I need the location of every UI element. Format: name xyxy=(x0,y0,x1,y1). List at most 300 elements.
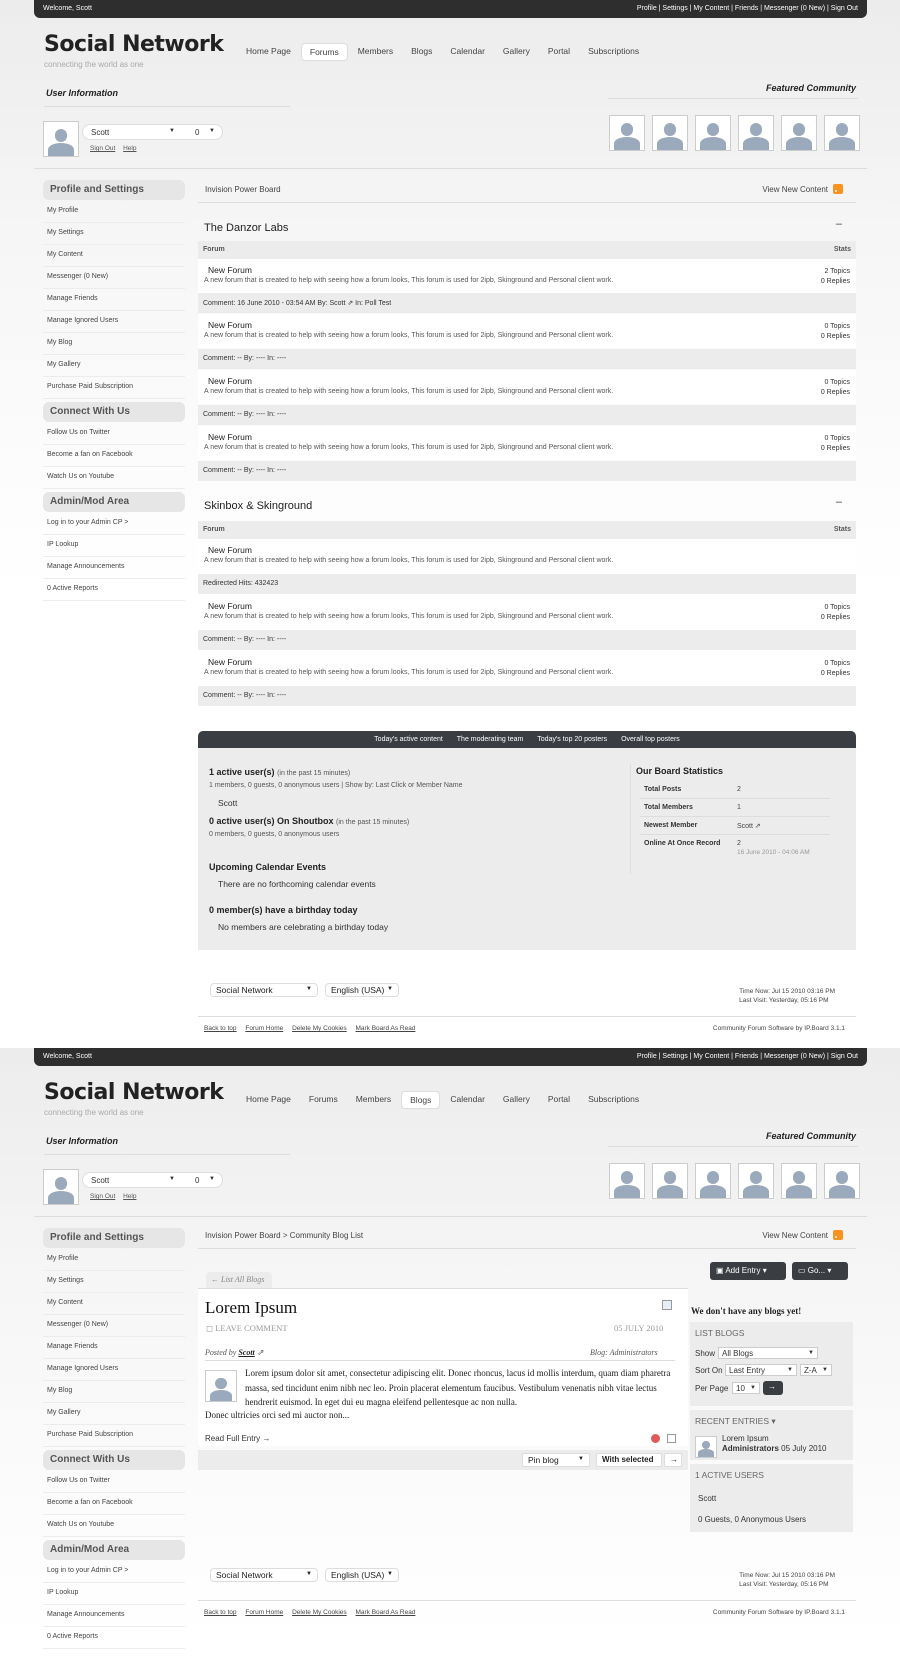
blogs-page xyxy=(0,1048,900,1669)
forum-name[interactable]: New Forum xyxy=(208,376,252,386)
nav-calendar[interactable]: Calendar xyxy=(450,46,485,56)
read-full-entry-link[interactable]: Read Full Entry → xyxy=(205,1434,271,1443)
recent-entry-blog[interactable]: Administrators xyxy=(722,1444,779,1453)
forum-row[interactable] xyxy=(198,426,856,460)
forum-name[interactable]: New Forum xyxy=(208,657,252,667)
nav-forums[interactable]: Forums xyxy=(301,43,348,61)
skin-value: Social Network xyxy=(216,985,273,995)
forum-stats xyxy=(821,378,850,398)
featured-avatars xyxy=(609,1163,860,1199)
forum-desc: A new forum that is created to help with seeing how a forum looks, This forum is used for 2ipb, Skinground and Personal client work. xyxy=(204,613,614,620)
last-comment: Comment: -- By: ---- In: ---- xyxy=(198,630,856,650)
divider xyxy=(198,1248,856,1249)
stat-label: Online At Once Record xyxy=(644,840,721,847)
col-forum: Forum xyxy=(203,526,225,533)
last-comment: Comment: -- By: ---- In: ---- xyxy=(198,686,856,706)
featured-avatar[interactable] xyxy=(781,115,817,151)
sidebar-item-my-blog[interactable]: My Blog xyxy=(43,1381,185,1403)
sidebar-item-announcements[interactable]: Manage Announcements xyxy=(43,557,185,579)
sidebar-item-admin-cp[interactable]: Log in to your Admin CP > xyxy=(43,1561,185,1583)
stat-label: Total Posts xyxy=(644,786,682,793)
forum-table-header xyxy=(198,241,856,259)
sidebar-item-my-profile[interactable]: My Profile xyxy=(43,1249,185,1271)
active-user-name[interactable]: Scott xyxy=(698,1494,717,1503)
nav-forums[interactable]: Forums xyxy=(308,1094,338,1104)
tab-overall-top[interactable]: Overall top posters xyxy=(621,736,680,743)
show-select[interactable] xyxy=(718,1347,818,1359)
sidebar-item-facebook[interactable]: Become a fan on Facebook xyxy=(43,1493,185,1515)
featured-avatar[interactable] xyxy=(695,1163,731,1199)
sidebar-heading-profile: Profile and Settings xyxy=(43,1228,185,1248)
forum-row[interactable] xyxy=(198,651,856,685)
stat-label: Newest Member xyxy=(644,822,698,829)
recent-entry-date: 05 July 2010 xyxy=(781,1444,827,1453)
sidebar-item-messenger[interactable]: Messenger (0 New) xyxy=(43,1315,185,1337)
active-users-sub: 1 members, 0 guests, 0 anonymous users | Show by: Last Click or Member Name xyxy=(209,782,463,789)
sidebar-heading-admin: Admin/Mod Area xyxy=(43,1540,185,1560)
sidebar-item-admin-cp[interactable]: Log in to your Admin CP > xyxy=(43,513,185,535)
sidebar-item-ignored-users[interactable]: Manage Ignored Users xyxy=(43,1359,185,1381)
entry-body-tail: Donec ultricies orci sed mi auctor non... xyxy=(205,1410,350,1420)
sidebar-heading-connect: Connect With Us xyxy=(43,402,185,422)
chevron-down-icon: ▾ xyxy=(771,1416,776,1426)
last-visit: Last Visit: Yesterday, 05:16 PM xyxy=(739,997,829,1004)
sidebar-item-paid-subscription[interactable]: Purchase Paid Subscription xyxy=(43,377,185,399)
notification-count: 0 xyxy=(195,1176,200,1185)
forum-stats xyxy=(821,267,850,287)
newest-member-link[interactable]: Scott ⇗ xyxy=(737,823,761,830)
view-new-content-link[interactable] xyxy=(762,184,843,194)
sidebar xyxy=(43,1228,185,1649)
collapse-icon[interactable]: – xyxy=(835,496,842,508)
skin-selector[interactable] xyxy=(210,1568,318,1582)
breadcrumb-home[interactable]: Invision Power Board xyxy=(205,1231,281,1240)
leave-comment-label: LEAVE COMMENT xyxy=(215,1323,288,1333)
chevron-down-icon: ▼ xyxy=(578,1456,584,1462)
skin-selector[interactable] xyxy=(210,983,318,997)
recent-entry-title[interactable]: Lorem Ipsum xyxy=(722,1434,769,1443)
forum-desc: A new forum that is created to help with seeing how a forum looks, This forum is used for 2ipb, Skinground and Personal client work. xyxy=(204,444,614,451)
chevron-down-icon: ▼ xyxy=(169,128,175,134)
sidebar-item-my-settings[interactable]: My Settings xyxy=(43,223,185,245)
pin-blog-select[interactable] xyxy=(522,1453,590,1467)
forum-stats xyxy=(821,434,850,454)
entry-body: Lorem ipsum dolor sit amet, consectetur adipiscing elit. Donec rhoncus, lacus id mollis interdum, quam diam pharetra massa, sed tincidunt enim nibh nec leo. Proin placerat elementum faucibus. Vestibulum venenatis nibh vitae lectus hendrerit euismod. In eget dui eu magna eleifend pellentesque ac non nulla. xyxy=(245,1368,671,1407)
active-users-sub: 0 Guests, 0 Anonymous Users xyxy=(698,1515,807,1524)
forum-name[interactable]: New Forum xyxy=(208,545,252,555)
entry-title[interactable]: Lorem Ipsum xyxy=(205,1298,298,1317)
list-all-blogs-tab[interactable]: ← List All Blogs xyxy=(206,1272,272,1288)
divider xyxy=(44,1154,290,1155)
featured-avatar[interactable] xyxy=(609,1163,645,1199)
top-bar xyxy=(34,1048,867,1066)
forum-home-link[interactable]: Forum Home xyxy=(245,1025,284,1032)
heart-icon[interactable] xyxy=(651,1434,660,1443)
col-stats: Stats xyxy=(833,246,851,253)
divider xyxy=(608,1146,858,1147)
forum-desc: A new forum that is created to help with seeing how a forum looks, This forum is used for 2ipb, Skinground and Personal client work. xyxy=(204,557,614,564)
footer-links xyxy=(204,1025,422,1032)
nav-blogs[interactable]: Blogs xyxy=(411,46,433,56)
forum-stats xyxy=(821,322,850,342)
divider xyxy=(198,202,856,203)
rss-icon[interactable] xyxy=(833,1230,843,1240)
sidebar-item-manage-friends[interactable]: Manage Friends xyxy=(43,1337,185,1359)
tab-moderating-team[interactable]: The moderating team xyxy=(456,736,524,743)
user-name: Scott xyxy=(91,1176,110,1185)
sidebar-item-my-gallery[interactable]: My Gallery xyxy=(43,355,185,377)
sort-label: Sort On xyxy=(695,1366,723,1375)
go-button[interactable] xyxy=(792,1262,848,1280)
sort-value: Last Entry xyxy=(729,1366,766,1375)
select-checkbox[interactable] xyxy=(667,1434,676,1443)
forum-table-header xyxy=(198,521,856,539)
chevron-down-icon: ▼ xyxy=(306,986,312,992)
user-avatar[interactable] xyxy=(43,121,79,157)
welcome-text: Welcome, Scott xyxy=(43,5,92,12)
nav-home[interactable]: Home Page xyxy=(246,1094,291,1104)
sidebar-item-my-blog[interactable]: My Blog xyxy=(43,333,185,355)
back-to-top-link[interactable]: Back to top xyxy=(204,1609,237,1616)
topic-count: 0 Topics xyxy=(824,379,850,386)
mark-read-link[interactable]: Mark Board As Read xyxy=(355,1609,416,1616)
list-blogs-heading: LIST BLOGS xyxy=(695,1328,745,1338)
category-title[interactable]: The Danzor Labs xyxy=(204,222,289,234)
calendar-text: There are no forthcoming calendar events xyxy=(218,879,376,889)
tab-top-20[interactable]: Today's top 20 posters xyxy=(537,736,608,743)
divider xyxy=(34,168,867,169)
arrow-right-icon: → xyxy=(768,1382,776,1391)
time-now: Time Now: Jul 15 2010 03:16 PM xyxy=(739,988,835,995)
stat-value: 2 xyxy=(737,840,741,847)
chevron-down-icon: ▼ xyxy=(306,1571,312,1577)
featured-avatar[interactable] xyxy=(781,1163,817,1199)
divider xyxy=(630,764,631,874)
author-link[interactable]: Scott xyxy=(238,1348,255,1357)
apply-filter-button[interactable] xyxy=(763,1381,783,1395)
language-value: English (USA) xyxy=(331,985,385,995)
sidebar-item-facebook[interactable]: Become a fan on Facebook xyxy=(43,445,185,467)
forum-row[interactable] xyxy=(198,595,856,629)
rss-icon[interactable] xyxy=(833,184,843,194)
posted-by-label: Posted by xyxy=(205,1348,237,1357)
nav-portal[interactable]: Portal xyxy=(547,46,571,56)
user-avatar[interactable] xyxy=(43,1169,79,1205)
forum-row[interactable] xyxy=(198,314,856,348)
featured-avatar[interactable] xyxy=(738,115,774,151)
featured-avatar[interactable] xyxy=(652,115,688,151)
chevron-down-icon: ▼ xyxy=(787,1367,793,1373)
help-link[interactable]: Help xyxy=(123,1193,137,1200)
forum-desc: A new forum that is created to help with seeing how a forum looks, This forum is used for 2ipb, Skinground and Personal client work. xyxy=(204,388,614,395)
notification-count: 0 xyxy=(195,128,200,137)
divider xyxy=(205,1360,675,1361)
sidebar-item-messenger[interactable]: Messenger (0 New) xyxy=(43,267,185,289)
forum-row[interactable] xyxy=(198,370,856,404)
no-blogs-text: We don't have any blogs yet! xyxy=(691,1306,802,1316)
topic-count: 0 Topics xyxy=(824,660,850,667)
calendar-icon[interactable] xyxy=(662,1300,672,1310)
last-comment: Comment: 16 June 2010 - 03:54 AM By: Scott ⇗ In: Poll Test xyxy=(198,293,856,313)
delete-cookies-link[interactable]: Delete My Cookies xyxy=(292,1025,347,1032)
per-page-select[interactable] xyxy=(732,1382,760,1394)
birthday-title: 0 member(s) have a birthday today xyxy=(209,905,358,915)
nav-gallery[interactable]: Gallery xyxy=(502,1094,530,1104)
stat-row xyxy=(640,817,830,835)
sidebar-item-my-profile[interactable]: My Profile xyxy=(43,201,185,223)
language-selector[interactable] xyxy=(325,983,399,997)
featured-avatars xyxy=(609,115,860,151)
forum-desc: A new forum that is created to help with seeing how a forum looks, This forum is used for 2ipb, Skinground and Personal client work. xyxy=(204,332,614,339)
user-info-title: User Information xyxy=(46,88,119,98)
board-stats-title: Our Board Statistics xyxy=(636,766,724,776)
breadcrumb-blog-list[interactable]: Community Blog List xyxy=(289,1231,364,1240)
featured-avatar[interactable] xyxy=(824,115,860,151)
sidebar-item-youtube[interactable]: Watch Us on Youtube xyxy=(43,1515,185,1537)
active-user-name[interactable]: Scott xyxy=(218,798,238,808)
nav-subscriptions[interactable]: Subscriptions xyxy=(588,46,640,56)
chevron-down-icon: ▼ xyxy=(822,1367,828,1373)
breadcrumb-separator: > xyxy=(282,1231,288,1240)
stat-date: 16 June 2010 - 04:06 AM xyxy=(737,849,810,856)
featured-avatar[interactable] xyxy=(652,1163,688,1199)
per-page-label: Per Page xyxy=(695,1384,729,1393)
recent-entries-heading[interactable] xyxy=(695,1416,776,1427)
breadcrumb[interactable]: Invision Power Board xyxy=(205,185,281,194)
calendar-title: Upcoming Calendar Events xyxy=(209,862,327,872)
redirect-hits: Redirected Hits: 432423 xyxy=(198,574,856,594)
add-entry-button[interactable] xyxy=(710,1262,786,1280)
featured-title: Featured Community xyxy=(765,83,856,93)
reply-count: 0 Replies xyxy=(820,445,850,452)
sidebar-heading-profile: Profile and Settings xyxy=(43,180,185,200)
chevron-down-icon: ▼ xyxy=(750,1385,756,1391)
entry-date: 05 JULY 2010 xyxy=(614,1323,664,1333)
sidebar-item-ignored-users[interactable]: Manage Ignored Users xyxy=(43,311,185,333)
skin-value: Social Network xyxy=(216,1570,273,1580)
sidebar-item-my-content[interactable]: My Content xyxy=(43,1293,185,1315)
recent-entry-meta xyxy=(722,1444,827,1453)
sidebar-item-announcements[interactable]: Manage Announcements xyxy=(43,1605,185,1627)
col-stats: Stats xyxy=(833,526,851,533)
topic-count: 0 Topics xyxy=(824,435,850,442)
mark-read-link[interactable]: Mark Board As Read xyxy=(355,1025,416,1032)
reply-count: 0 Replies xyxy=(820,278,850,285)
topic-count: 0 Topics xyxy=(824,604,850,611)
reply-count: 0 Replies xyxy=(820,389,850,396)
nav-blogs[interactable]: Blogs xyxy=(401,1091,440,1109)
featured-title: Featured Community xyxy=(765,1131,856,1141)
sidebar-item-twitter[interactable]: Follow Us on Twitter xyxy=(43,423,185,445)
user-menu[interactable] xyxy=(82,1172,223,1188)
sidebar-item-twitter[interactable]: Follow Us on Twitter xyxy=(43,1471,185,1493)
last-comment: Comment: -- By: ---- In: ---- xyxy=(198,405,856,425)
user-quick-links xyxy=(90,1193,142,1200)
active-users-title xyxy=(209,767,350,777)
active-users-note: (in the past 15 minutes) xyxy=(277,770,351,777)
chevron-down-icon: ▾ xyxy=(762,1266,767,1275)
posted-by: Posted by Scott ⇗ xyxy=(205,1348,264,1357)
stat-row xyxy=(640,781,830,799)
reply-count: 0 Replies xyxy=(820,333,850,340)
blog-category xyxy=(590,1348,658,1357)
chevron-down-icon: ▼ xyxy=(209,128,215,134)
with-selected-button[interactable]: With selected xyxy=(596,1453,662,1467)
site-tagline: connecting the world as one xyxy=(44,1108,144,1117)
shoutbox-title xyxy=(209,816,409,826)
welcome-text: Welcome, Scott xyxy=(43,1053,92,1060)
time-info xyxy=(739,987,835,1005)
sidebar-item-youtube[interactable]: Watch Us on Youtube xyxy=(43,467,185,489)
sidebar-item-my-settings[interactable]: My Settings xyxy=(43,1271,185,1293)
category-title[interactable]: Skinbox & Skinground xyxy=(204,500,313,512)
stat-label: Total Members xyxy=(644,804,693,811)
site-logo[interactable]: Social Network xyxy=(44,1080,224,1105)
last-comment: Comment: -- By: ---- In: ---- xyxy=(198,461,856,481)
sidebar-item-manage-friends[interactable]: Manage Friends xyxy=(43,289,185,311)
chevron-down-icon: ▼ xyxy=(387,986,393,992)
user-quick-links xyxy=(90,145,142,152)
sidebar-heading-admin: Admin/Mod Area xyxy=(43,492,185,512)
divider xyxy=(608,98,858,99)
nav-portal[interactable]: Portal xyxy=(547,1094,571,1104)
forum-stats xyxy=(821,659,850,679)
view-new-content-label: View New Content xyxy=(762,185,828,194)
last-visit: Last Visit: Yesterday, 05:16 PM xyxy=(739,1581,829,1588)
copyright[interactable]: Community Forum Software by IP.Board 3.1.1 xyxy=(712,1025,845,1032)
forum-name[interactable]: New Forum xyxy=(208,432,252,442)
view-new-content-label: View New Content xyxy=(762,1231,828,1240)
sidebar-item-ip-lookup[interactable]: IP Lookup xyxy=(43,1583,185,1605)
stat-row xyxy=(640,835,830,861)
tab-active-content[interactable]: Today's active content xyxy=(374,736,443,743)
chevron-down-icon: ▾ xyxy=(827,1266,832,1275)
delete-cookies-link[interactable]: Delete My Cookies xyxy=(292,1609,347,1616)
divider xyxy=(34,1216,867,1217)
sort-direction-select[interactable] xyxy=(800,1364,832,1376)
sidebar-item-my-gallery[interactable]: My Gallery xyxy=(43,1403,185,1425)
top-bar xyxy=(34,0,867,18)
language-value: English (USA) xyxy=(331,1570,385,1580)
featured-avatar[interactable] xyxy=(738,1163,774,1199)
view-new-content-link[interactable] xyxy=(762,1230,843,1240)
comment-icon: ◻ xyxy=(206,1323,214,1333)
collapse-icon[interactable]: – xyxy=(835,218,842,230)
last-comment: Comment: -- By: ---- In: ---- xyxy=(198,349,856,369)
featured-avatar[interactable] xyxy=(824,1163,860,1199)
forum-name[interactable]: New Forum xyxy=(208,265,252,275)
active-users-heading: 1 ACTIVE USERS xyxy=(695,1470,764,1480)
entry-avatar[interactable] xyxy=(695,1436,717,1458)
blog-name-link[interactable]: Administrators xyxy=(609,1348,658,1357)
language-selector[interactable] xyxy=(325,1568,399,1582)
chevron-down-icon: ▼ xyxy=(808,1350,814,1356)
forum-stats xyxy=(821,603,850,623)
birthday-text: No members are celebrating a birthday today xyxy=(218,922,389,932)
stat-value: 2 xyxy=(737,786,741,793)
add-entry-label: Add Entry xyxy=(725,1266,761,1275)
nav-members[interactable]: Members xyxy=(355,1094,392,1104)
author-avatar[interactable] xyxy=(205,1370,237,1402)
leave-comment-link[interactable] xyxy=(206,1323,288,1334)
nav-home[interactable]: Home Page xyxy=(246,46,291,56)
sidebar-item-active-reports[interactable]: 0 Active Reports xyxy=(43,1627,185,1649)
add-entry-icon: ▣ xyxy=(716,1266,724,1275)
stat-row xyxy=(640,799,830,817)
featured-avatar[interactable] xyxy=(695,115,731,151)
user-name: Scott xyxy=(91,128,110,137)
forum-row[interactable] xyxy=(198,259,856,293)
forum-desc: A new forum that is created to help with seeing how a forum looks, This forum is used for 2ipb, Skinground and Personal client work. xyxy=(204,277,614,284)
sidebar-item-ip-lookup[interactable]: IP Lookup xyxy=(43,535,185,557)
copyright[interactable]: Community Forum Software by IP.Board 3.1.1 xyxy=(712,1609,845,1616)
reply-count: 0 Replies xyxy=(820,614,850,621)
user-info-title: User Information xyxy=(46,1136,119,1146)
main-nav xyxy=(238,1091,647,1109)
site-logo[interactable]: Social Network xyxy=(44,32,224,57)
forum-name[interactable]: New Forum xyxy=(208,320,252,330)
nav-gallery[interactable]: Gallery xyxy=(502,46,530,56)
help-link[interactable]: Help xyxy=(123,145,137,152)
time-info xyxy=(739,1571,835,1589)
recent-entries-label: RECENT ENTRIES xyxy=(695,1416,769,1426)
forum-desc: A new forum that is created to help with seeing how a forum looks, This forum is used for 2ipb, Skinground and Personal client work. xyxy=(204,669,614,676)
divider xyxy=(198,1600,856,1601)
nav-calendar[interactable]: Calendar xyxy=(450,1094,485,1104)
blog-label: Blog: xyxy=(590,1348,608,1357)
sidebar-heading-connect: Connect With Us xyxy=(43,1450,185,1470)
topic-count: 0 Topics xyxy=(824,323,850,330)
divider xyxy=(44,106,290,107)
go-arrow-button[interactable] xyxy=(664,1453,682,1467)
user-menu[interactable] xyxy=(82,124,223,140)
sign-out-link[interactable]: Sign Out xyxy=(90,1193,116,1200)
user-links[interactable]: Profile | Settings | My Content | Friends | Messenger (0 New) | Sign Out xyxy=(636,1053,858,1060)
sidebar-item-active-reports[interactable]: 0 Active Reports xyxy=(43,579,185,601)
monitor-icon: ▭ xyxy=(798,1266,806,1275)
breadcrumb xyxy=(205,1231,363,1240)
chevron-down-icon: ▼ xyxy=(387,1571,393,1577)
reply-count: 0 Replies xyxy=(820,670,850,677)
sidebar xyxy=(43,180,185,601)
user-links[interactable]: Profile | Settings | My Content | Friends | Messenger (0 New) | Sign Out xyxy=(636,5,858,12)
shoutbox-note: (in the past 15 minutes) xyxy=(336,819,410,826)
nav-members[interactable]: Members xyxy=(357,46,394,56)
show-value: All Blogs xyxy=(722,1349,754,1358)
site-tagline: connecting the world as one xyxy=(44,60,144,69)
sidebar-item-my-content[interactable]: My Content xyxy=(43,245,185,267)
stats-tabs xyxy=(198,731,856,748)
go-label: Go... xyxy=(807,1266,826,1275)
chevron-down-icon: ▼ xyxy=(169,1176,175,1182)
forum-home-link[interactable]: Forum Home xyxy=(245,1609,284,1616)
forum-row[interactable] xyxy=(198,539,856,573)
sidebar-item-paid-subscription[interactable]: Purchase Paid Subscription xyxy=(43,1425,185,1447)
stat-value: 1 xyxy=(737,804,741,811)
show-label: Show xyxy=(695,1349,716,1358)
forum-name[interactable]: New Forum xyxy=(208,601,252,611)
footer-links xyxy=(204,1609,422,1616)
sign-out-link[interactable]: Sign Out xyxy=(90,145,116,152)
back-to-top-link[interactable]: Back to top xyxy=(204,1025,237,1032)
pin-blog-value: Pin blog xyxy=(528,1455,559,1465)
active-users-count: 1 active user(s) xyxy=(209,767,275,777)
sort-select[interactable] xyxy=(725,1364,797,1376)
nav-subscriptions[interactable]: Subscriptions xyxy=(588,1094,640,1104)
main-nav xyxy=(238,43,647,61)
time-now: Time Now: Jul 15 2010 03:16 PM xyxy=(739,1572,835,1579)
featured-avatar[interactable] xyxy=(609,115,645,151)
